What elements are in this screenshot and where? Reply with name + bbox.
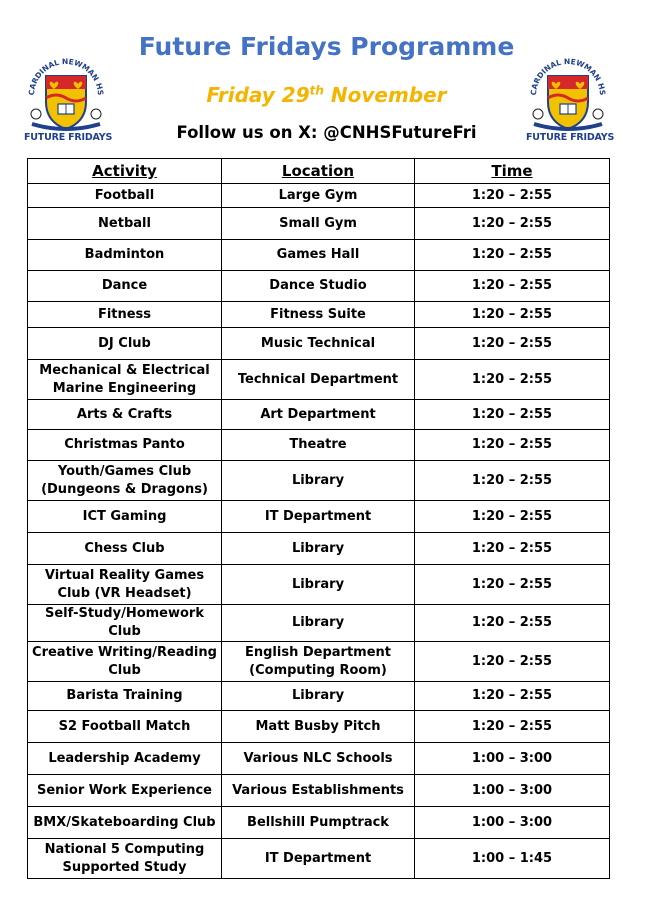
activity-cell: S2 Football Match	[28, 711, 222, 743]
header-time: Time	[415, 159, 610, 184]
logo-caption: FUTURE FRIDAYS	[24, 132, 113, 143]
location-cell: Library	[222, 682, 415, 711]
programme-table	[27, 158, 610, 879]
activity-cell: Fitness	[28, 302, 222, 328]
time-cell: 1:20 – 2:55	[415, 605, 610, 642]
location-cell: Library	[222, 533, 415, 565]
table-row	[28, 711, 610, 743]
table-row	[28, 400, 610, 430]
header-location: Location	[222, 159, 415, 184]
table-row	[28, 605, 610, 642]
location-cell: Music Technical	[222, 328, 415, 360]
date-suffix: th	[309, 83, 324, 98]
table-row	[28, 807, 610, 839]
activity-cell: Self-Study/Homework Club	[28, 605, 222, 642]
activity-cell: Netball	[28, 208, 222, 240]
table-row	[28, 360, 610, 400]
activity-cell: Creative Writing/Reading Club	[28, 642, 222, 682]
time-cell: 1:20 – 2:55	[415, 642, 610, 682]
activity-cell: ICT Gaming	[28, 501, 222, 533]
activity-cell: Badminton	[28, 240, 222, 271]
location-cell: IT Department	[222, 839, 415, 879]
activity-cell: Arts & Crafts	[28, 400, 222, 430]
date-rest: November	[323, 83, 447, 107]
location-cell: Technical Department	[222, 360, 415, 400]
time-cell: 1:20 – 2:55	[415, 184, 610, 208]
time-cell: 1:00 – 1:45	[415, 839, 610, 879]
location-cell: Theatre	[222, 430, 415, 461]
crest-motto: CARDINAL NEWMAN HS	[26, 56, 106, 96]
time-cell: 1:20 – 2:55	[415, 461, 610, 501]
time-cell: 1:20 – 2:55	[415, 271, 610, 302]
event-date	[0, 83, 653, 107]
activity-cell: Football	[28, 184, 222, 208]
activity-cell: Chess Club	[28, 533, 222, 565]
location-cell: Small Gym	[222, 208, 415, 240]
activity-cell: Virtual Reality Games Club (VR Headset)	[28, 565, 222, 605]
table-row	[28, 240, 610, 271]
table-row	[28, 208, 610, 240]
location-cell: Large Gym	[222, 184, 415, 208]
time-cell: 1:20 – 2:55	[415, 208, 610, 240]
time-cell: 1:00 – 3:00	[415, 775, 610, 807]
crest-motto: CARDINAL NEWMAN HS	[528, 56, 608, 96]
activity-cell: Youth/Games Club (Dungeons & Dragons)	[28, 461, 222, 501]
table-row	[28, 184, 610, 208]
location-cell: Various Establishments	[222, 775, 415, 807]
table-row	[28, 461, 610, 501]
table-row	[28, 642, 610, 682]
location-cell: Various NLC Schools	[222, 743, 415, 775]
time-cell: 1:20 – 2:55	[415, 240, 610, 271]
activity-cell: BMX/Skateboarding Club	[28, 807, 222, 839]
location-cell: Library	[222, 461, 415, 501]
activity-cell: Mechanical & Electrical Marine Engineering	[28, 360, 222, 400]
location-cell: Bellshill Pumptrack	[222, 807, 415, 839]
location-cell: English Department (Computing Room)	[222, 642, 415, 682]
time-cell: 1:20 – 2:55	[415, 501, 610, 533]
activity-cell: Dance	[28, 271, 222, 302]
social-follow-text: Follow us on X: @CNHSFutureFri	[176, 123, 477, 142]
time-cell: 1:20 – 2:55	[415, 711, 610, 743]
table-row	[28, 302, 610, 328]
date-prefix: Friday 29	[206, 83, 310, 107]
table-row	[28, 839, 610, 879]
activity-cell: Christmas Panto	[28, 430, 222, 461]
time-cell: 1:20 – 2:55	[415, 328, 610, 360]
table-row	[28, 271, 610, 302]
activity-cell: National 5 Computing Supported Study	[28, 839, 222, 879]
time-cell: 1:20 – 2:55	[415, 360, 610, 400]
location-cell: Art Department	[222, 400, 415, 430]
location-cell: IT Department	[222, 501, 415, 533]
time-cell: 1:20 – 2:55	[415, 533, 610, 565]
table-row	[28, 533, 610, 565]
activity-cell: Senior Work Experience	[28, 775, 222, 807]
table-row	[28, 565, 610, 605]
activity-cell: Leadership Academy	[28, 743, 222, 775]
location-cell: Matt Busby Pitch	[222, 711, 415, 743]
table-row	[28, 501, 610, 533]
time-cell: 1:20 – 2:55	[415, 565, 610, 605]
page-title: Future Fridays Programme	[138, 32, 515, 61]
table-row	[28, 743, 610, 775]
location-cell: Games Hall	[222, 240, 415, 271]
time-cell: 1:00 – 3:00	[415, 743, 610, 775]
location-cell: Library	[222, 565, 415, 605]
time-cell: 1:20 – 2:55	[415, 400, 610, 430]
time-cell: 1:20 – 2:55	[415, 302, 610, 328]
activity-cell: DJ Club	[28, 328, 222, 360]
table-row	[28, 682, 610, 711]
logo-caption: FUTURE FRIDAYS	[526, 132, 615, 143]
location-cell: Dance Studio	[222, 271, 415, 302]
location-cell: Library	[222, 605, 415, 642]
location-cell: Fitness Suite	[222, 302, 415, 328]
time-cell: 1:00 – 3:00	[415, 807, 610, 839]
table-row	[28, 328, 610, 360]
time-cell: 1:20 – 2:55	[415, 430, 610, 461]
table-row	[28, 430, 610, 461]
activity-cell: Barista Training	[28, 682, 222, 711]
table-row	[28, 775, 610, 807]
table-header-row	[28, 159, 610, 184]
time-cell: 1:20 – 2:55	[415, 682, 610, 711]
header-activity: Activity	[28, 159, 222, 184]
